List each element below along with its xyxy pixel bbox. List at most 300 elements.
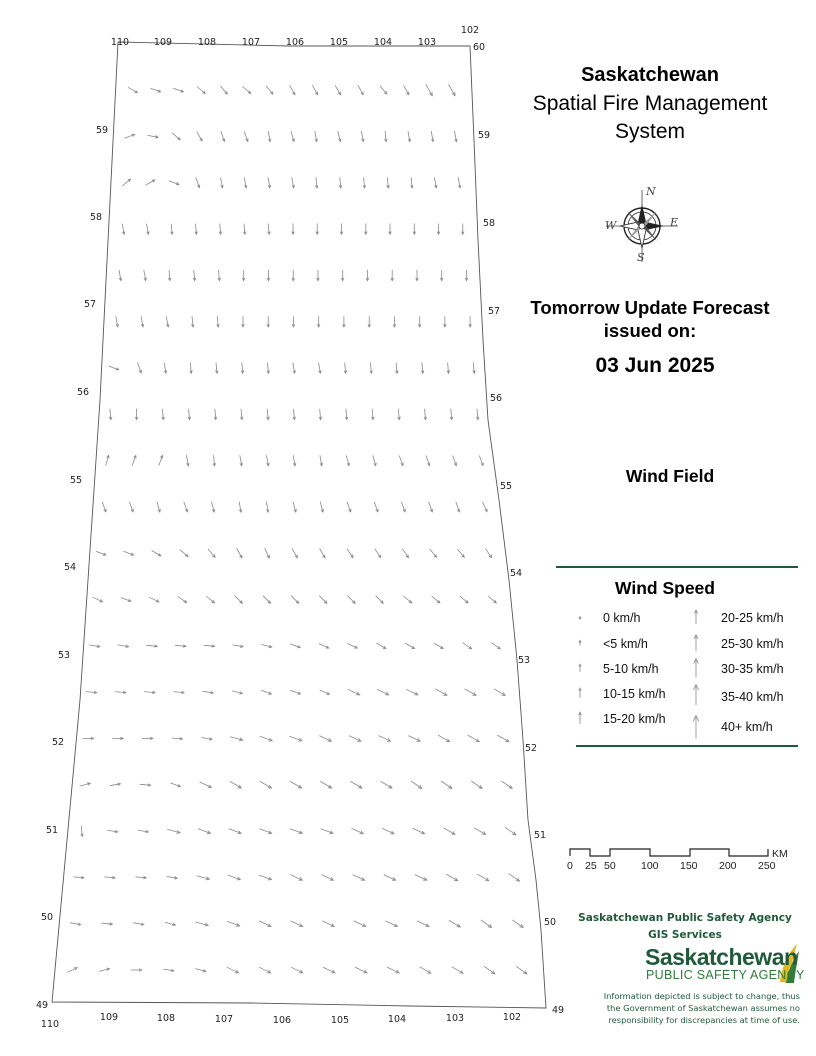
wind-arrow: [261, 690, 271, 694]
wind-arrow: [122, 224, 125, 235]
wind-arrow: [290, 85, 295, 94]
wind-arrow: [268, 177, 271, 188]
lat-left-label: 53: [58, 650, 71, 661]
legend-label-3: 10-15 km/h: [603, 687, 666, 701]
wind-arrow: [162, 409, 165, 420]
wind-arrow: [355, 967, 367, 973]
disclaimer: [588, 990, 800, 1026]
wind-arrow: [322, 921, 334, 927]
wind-arrow: [197, 876, 210, 880]
lon-bottom-label: 108: [156, 1013, 176, 1024]
lon-bottom-label: 110: [40, 1019, 60, 1030]
wind-arrow: [173, 88, 183, 92]
wind-arrow: [244, 177, 247, 188]
agency-name: Saskatchewan Public Safety Agency: [578, 912, 792, 924]
wind-arrow: [184, 502, 188, 512]
wind-arrow: [349, 736, 361, 742]
wind-arrow: [385, 131, 388, 142]
scale-label-0: 0: [567, 860, 573, 872]
lat-left-label: 49: [36, 1000, 49, 1011]
wind-arrow: [370, 363, 373, 374]
wind-arrow: [319, 596, 327, 604]
wind-arrow: [122, 179, 130, 186]
wind-arrow: [406, 689, 418, 695]
wind-arrow: [141, 316, 144, 327]
lon-top-label: 109: [153, 37, 173, 48]
wind-arrow: [152, 551, 161, 556]
wind-arrow: [393, 316, 396, 327]
wind-arrow: [173, 691, 184, 694]
wind-arrow: [437, 224, 440, 235]
wind-arrow: [447, 363, 450, 374]
wind-arrow: [200, 782, 212, 788]
legend-label-5: 20-25 km/h: [721, 611, 784, 625]
legend-label-8: 35-40 km/h: [721, 690, 784, 704]
wind-arrow: [265, 548, 270, 558]
wind-arrow: [240, 455, 243, 466]
wind-arrow: [408, 736, 420, 742]
lat-left-label: 51: [46, 825, 59, 836]
wind-arrow: [474, 828, 486, 835]
wind-arrow: [434, 177, 437, 188]
wind-arrow: [104, 876, 115, 879]
wind-arrow: [455, 131, 458, 142]
wind-arrow: [319, 644, 329, 649]
disclaimer-line2: the Government of Saskatchewan assumes no: [606, 1003, 800, 1013]
wind-arrow: [315, 177, 318, 188]
wind-arrow: [347, 502, 351, 512]
wind-arrow: [215, 363, 218, 374]
compass-w: W: [605, 219, 617, 232]
wind-arrow: [229, 829, 241, 834]
wind-arrow: [148, 135, 159, 138]
wind-arrow: [444, 316, 447, 327]
app-subtitle-line1: Spatial Fire Management: [532, 92, 768, 115]
wind-arrow: [411, 177, 414, 188]
wind-arrow: [377, 689, 389, 695]
wind-arrow: [159, 456, 163, 466]
lon-bottom-label: 103: [445, 1013, 465, 1024]
lat-right-label: 55: [500, 481, 513, 492]
scale-label-100: 100: [641, 860, 659, 872]
wind-arrow: [124, 551, 134, 555]
wind-arrow: [316, 224, 319, 235]
wind-arrow: [320, 690, 330, 695]
wind-arrow: [417, 921, 429, 927]
lat-left-label: 52: [52, 737, 65, 748]
wind-arrow: [319, 736, 331, 742]
compass-n: N: [646, 185, 656, 198]
legend-label-0: 0 km/h: [603, 611, 641, 625]
lat-left-label: 57: [84, 299, 97, 310]
wind-arrow: [172, 737, 183, 740]
wind-arrow: [67, 968, 77, 973]
wind-arrow: [418, 316, 421, 327]
wind-arrow: [347, 596, 355, 604]
wind-arrow: [341, 270, 344, 281]
wind-arrow: [292, 316, 295, 327]
wind-arrow: [387, 177, 390, 188]
wind-arrow: [112, 737, 123, 740]
scale-unit: KM: [772, 848, 788, 860]
legend-arrow-icon: [579, 688, 581, 698]
wind-arrow: [198, 829, 210, 834]
longitude-labels-top: [111, 25, 479, 48]
wind-arrow: [348, 689, 360, 695]
legend-arrow-icon: [579, 712, 582, 724]
wind-arrow: [434, 643, 443, 648]
wind-arrow: [457, 549, 464, 557]
wind-arrow: [195, 922, 208, 926]
wind-arrow: [465, 689, 476, 696]
legend-label-6: 25-30 km/h: [721, 637, 784, 651]
province-boundary: [52, 42, 546, 1008]
wind-arrow: [144, 270, 147, 281]
wind-arrow: [312, 85, 317, 94]
wind-arrow: [142, 737, 153, 740]
lat-right-label: 52: [525, 743, 538, 754]
wind-arrow: [347, 549, 353, 558]
wind-arrow: [147, 224, 150, 235]
wind-arrow: [115, 691, 126, 694]
wind-arrow: [267, 270, 270, 281]
wind-arrow: [379, 736, 391, 742]
wind-arrow: [494, 689, 505, 696]
wind-arrow: [321, 829, 333, 834]
lon-top-label: 107: [241, 37, 261, 48]
wind-arrow: [244, 131, 248, 141]
wind-arrow: [124, 134, 134, 138]
wind-arrow: [259, 875, 271, 880]
wind-arrow: [259, 829, 271, 834]
wind-arrow: [317, 316, 320, 327]
wind-arrow: [505, 827, 516, 835]
wind-arrow: [408, 131, 411, 142]
wind-arrow: [509, 874, 520, 882]
wind-arrow: [135, 409, 138, 420]
wind-arrow: [171, 224, 174, 235]
wind-arrow: [389, 224, 392, 235]
wind-arrow: [438, 735, 450, 742]
legend-label-2: 5-10 km/h: [603, 662, 659, 676]
wind-arrow: [220, 86, 227, 94]
wind-arrow: [135, 876, 146, 879]
wind-arrow: [267, 409, 270, 420]
legend-top-rule: [556, 566, 798, 568]
wind-arrow: [292, 224, 295, 235]
wind-arrow: [146, 645, 157, 648]
wind-arrow: [391, 270, 394, 281]
lon-bottom-label: 107: [214, 1014, 234, 1025]
wind-arrow: [230, 781, 241, 788]
wind-arrow: [512, 920, 523, 928]
wind-arrow: [485, 549, 491, 558]
wind-arrow: [340, 224, 343, 235]
scale-label-50: 50: [604, 860, 616, 872]
wind-arrow: [402, 549, 408, 558]
wind-arrow: [166, 316, 169, 327]
wind-arrow: [290, 875, 302, 881]
wind-arrow: [219, 224, 222, 235]
wind-arrow: [106, 455, 109, 465]
wind-arrow: [150, 88, 160, 92]
disclaimer-line1: Information depicted is subject to change, thus: [603, 991, 800, 1001]
lat-left-label: 58: [90, 212, 103, 223]
wind-arrow: [266, 86, 273, 94]
legend-label-9: 40+ km/h: [721, 720, 773, 734]
latitude-labels: [36, 42, 564, 1016]
lat-left-label: 55: [70, 475, 83, 486]
wind-arrow: [292, 270, 295, 281]
wind-arrow: [444, 828, 455, 835]
lat-right-label: 59: [478, 130, 491, 141]
wind-arrow: [197, 132, 202, 141]
wind-arrow: [266, 502, 269, 513]
wind-arrow: [415, 875, 427, 881]
wind-arrow: [320, 549, 325, 558]
wind-arrow: [203, 691, 214, 694]
wind-arrow: [107, 830, 118, 833]
wind-arrow: [293, 502, 296, 512]
wind-arrow: [435, 689, 447, 696]
wind-arrow: [132, 456, 136, 466]
wind-arrow: [240, 409, 243, 420]
scale-bar: [570, 849, 768, 856]
scale-label-150: 150: [680, 860, 698, 872]
wind-arrow: [180, 550, 188, 557]
wind-arrow: [267, 363, 270, 374]
wind-arrow: [351, 828, 363, 834]
compass-s: S: [637, 251, 645, 264]
wind-arrow: [259, 967, 271, 973]
forecast-date: 03 Jun 2025: [595, 354, 715, 377]
legend-arrow-icon: [694, 635, 698, 651]
wind-arrow: [242, 316, 245, 327]
lon-top-label: 104: [373, 37, 393, 48]
wind-arrow: [320, 455, 323, 466]
wind-arrow: [361, 131, 364, 142]
wind-arrow: [479, 456, 483, 466]
wind-arrow: [319, 409, 322, 420]
wind-arrow: [420, 967, 431, 974]
wind-arrow: [167, 876, 178, 879]
wind-arrow: [80, 783, 91, 786]
wind-arrow: [201, 738, 212, 741]
wind-arrow: [413, 828, 425, 834]
field-title: Wind Field: [625, 466, 715, 486]
wind-arrow: [293, 409, 296, 420]
legend-arrow-icon: [694, 610, 697, 624]
wind-arrow: [261, 644, 271, 647]
app-subtitle-line2: System: [614, 120, 685, 143]
wind-arrow: [483, 502, 488, 512]
wind-arrow: [377, 643, 386, 648]
wind-arrow: [178, 596, 187, 602]
wind-arrow: [382, 828, 394, 834]
legend-arrow-icon: [694, 685, 699, 706]
wind-arrow: [323, 967, 335, 973]
wind-arrow: [167, 829, 180, 833]
wind-arrow: [110, 783, 121, 786]
wind-arrow: [214, 409, 217, 420]
wind-arrow: [168, 270, 171, 281]
wind-arrow: [353, 875, 365, 881]
lat-right-label: 58: [483, 218, 496, 229]
legend-arrow-icon: [579, 664, 581, 671]
wind-arrow: [133, 923, 144, 926]
forecast-line1: Tomorrow Update Forecast: [530, 297, 770, 318]
wind-arrow: [138, 830, 149, 833]
wind-arrow: [109, 366, 119, 370]
wind-arrow: [345, 409, 348, 420]
wind-arrow: [290, 644, 300, 648]
wind-arrow: [431, 131, 434, 142]
wind-arrow: [481, 920, 492, 928]
wind-arrow: [102, 502, 106, 512]
wind-arrow: [375, 549, 381, 558]
wind-arrow: [484, 966, 495, 974]
wind-arrow: [426, 456, 430, 466]
wind-arrow: [354, 921, 366, 927]
wind-arrow: [121, 598, 131, 602]
wind-arrow: [228, 875, 240, 880]
wind-arrow: [488, 596, 496, 603]
wind-arrow: [227, 967, 239, 973]
wind-arrow: [421, 363, 424, 374]
wind-arrow: [204, 645, 215, 648]
wind-arrow: [211, 502, 214, 512]
wind-arrow: [227, 921, 239, 926]
wind-arrow: [268, 224, 271, 235]
wind-arrow: [413, 224, 416, 235]
legend-bottom-rule: [576, 745, 798, 747]
lat-left-label: 50: [41, 912, 54, 923]
wind-arrow: [242, 270, 245, 281]
legend-arrow-icon: [693, 716, 699, 739]
wind-arrow: [129, 502, 133, 512]
wind-arrow: [366, 270, 369, 281]
compass-e: E: [670, 216, 679, 229]
wind-arrow: [165, 922, 175, 925]
lon-bottom-label: 105: [330, 1015, 350, 1026]
lon-bottom-label: 102: [502, 1012, 522, 1023]
wind-arrow: [128, 87, 137, 92]
lat-left-label: 59: [96, 125, 109, 136]
wind-arrow: [291, 596, 299, 604]
wind-arrow: [268, 131, 271, 142]
wind-arrow: [140, 784, 151, 787]
lon-top-label: 105: [329, 37, 349, 48]
wind-arrow: [221, 131, 225, 141]
wind-arrow: [163, 969, 174, 972]
wind-arrow: [376, 596, 384, 604]
wind-arrow: [116, 316, 119, 327]
wind-arrow: [430, 549, 437, 557]
wind-arrow: [463, 643, 472, 649]
wind-arrow: [291, 967, 303, 973]
wind-arrow: [469, 316, 472, 327]
legend-label-7: 30-35 km/h: [721, 662, 784, 676]
wind-arrow: [290, 829, 302, 834]
wind-arrow: [221, 177, 224, 188]
wind-arrow: [401, 502, 405, 512]
wind-arrow: [452, 967, 463, 974]
wind-arrow: [172, 133, 180, 140]
wind-arrow: [387, 967, 399, 973]
wind-arrow: [322, 875, 334, 881]
wind-arrow: [291, 921, 303, 927]
wind-arrow: [196, 178, 200, 188]
wind-arrow: [384, 875, 396, 881]
wind-arrow: [465, 270, 468, 281]
wind-arrow: [473, 363, 476, 374]
wind-arrow: [319, 363, 322, 374]
wind-arrow: [86, 691, 97, 694]
scale-label-25: 25: [585, 860, 597, 872]
forecast-heading: [500, 296, 800, 342]
wind-arrow: [190, 363, 193, 374]
wind-arrow: [293, 455, 296, 466]
lat-right-label: 50: [544, 917, 557, 928]
wind-arrow: [411, 781, 422, 789]
lat-right-label: 53: [518, 655, 531, 666]
wind-arrow: [208, 549, 215, 557]
lat-right-label: 60: [473, 42, 486, 53]
wind-arrow: [440, 270, 443, 281]
wind-arrow: [446, 874, 457, 881]
wind-arrow: [399, 456, 403, 466]
wind-arrow: [241, 363, 244, 374]
wind-arrow: [320, 781, 331, 788]
wind-arrow: [232, 691, 242, 694]
wind-arrow: [83, 737, 94, 740]
wind-arrow: [267, 455, 270, 466]
wind-arrow: [497, 735, 508, 742]
wind-arrow: [206, 596, 214, 603]
saskatchewan-outline: [52, 42, 546, 1008]
wind-arrow: [385, 921, 397, 927]
wind-arrow: [191, 316, 194, 327]
wind-arrows: [67, 84, 527, 974]
wind-arrow: [131, 969, 142, 972]
disclaimer-line3: responsibility for discrepancies at time of use.: [608, 1015, 800, 1025]
wind-arrow: [426, 84, 433, 95]
wind-arrow: [169, 181, 179, 185]
lat-right-label: 56: [490, 393, 503, 404]
wind-arrow: [239, 502, 242, 513]
wind-arrow: [456, 502, 460, 512]
wind-arrow: [404, 85, 409, 94]
wind-arrow: [381, 781, 392, 788]
wind-arrow: [344, 363, 347, 374]
legend-label-4: 15-20 km/h: [603, 712, 666, 726]
wind-arrow: [102, 923, 113, 926]
wind-arrow: [343, 316, 346, 327]
lon-bottom-label: 104: [387, 1014, 407, 1025]
wind-arrow: [289, 736, 301, 741]
lat-right-label: 51: [534, 830, 547, 841]
wind-arrow: [96, 551, 106, 555]
wind-arrow: [243, 224, 246, 235]
wind-arrow: [429, 502, 433, 512]
wind-arrow: [476, 409, 479, 420]
wind-arrow: [471, 781, 482, 789]
lon-top-label: 103: [417, 37, 437, 48]
wind-arrow: [317, 270, 320, 281]
wind-arrow: [235, 596, 243, 604]
forecast-line2: issued on:: [603, 320, 697, 341]
legend-arrow-icon: [579, 617, 581, 620]
